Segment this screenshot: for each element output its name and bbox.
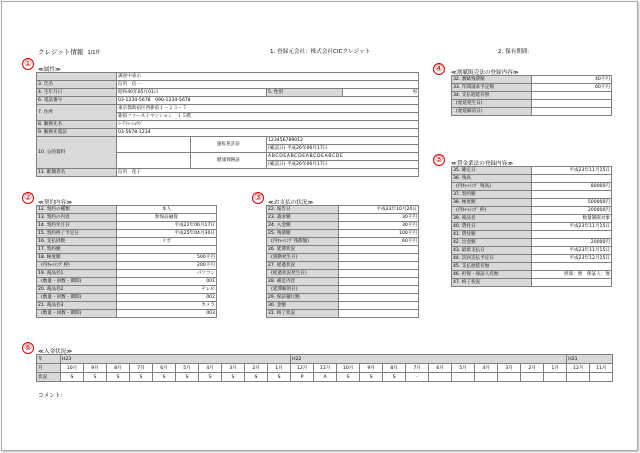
row-value: テレビ	[117, 286, 217, 294]
table-row	[267, 270, 419, 278]
holding-period: 2. 保有期間：	[498, 49, 534, 55]
table-row	[452, 167, 612, 175]
table-row	[37, 254, 217, 262]
row-label: 20. 商品名2	[37, 286, 117, 294]
row-label: 33. 年間請求予定額	[452, 84, 532, 92]
row-label: 45. 支払遅延有無	[452, 263, 532, 271]
license-label: 運転免許証	[191, 137, 267, 153]
row-label: 18. 極度額	[37, 254, 117, 262]
row-value	[339, 278, 419, 286]
table-row	[37, 222, 217, 230]
month-cell: 11月	[590, 364, 613, 373]
row-value: 平成23年11月15日	[532, 167, 612, 175]
status-cell	[429, 373, 452, 382]
name-value: 信用 信一	[117, 81, 419, 89]
table-row	[267, 230, 419, 238]
month-cell: 7月	[406, 364, 429, 373]
address-line-1: 東京都新宿区西新宿１－２３－７	[117, 105, 419, 113]
status-cell: S	[84, 373, 107, 382]
month-cell: 1月	[268, 364, 291, 373]
status-cell: S	[337, 373, 360, 382]
status-cell	[498, 373, 521, 382]
row-label: 24. 入金額	[267, 222, 339, 230]
row-label: 26. 延滞状況	[267, 246, 339, 254]
payment-section-title: ≪お支払の状況≫	[268, 200, 314, 206]
contract-section-title: ≪契約内容≫	[38, 200, 73, 206]
row-label: 34. 支払遅延有無	[452, 92, 532, 100]
status-cell	[475, 373, 498, 382]
row-value: 平成23年10月20日	[339, 206, 419, 214]
attributes-section-title: ≪属性≫	[38, 67, 61, 73]
row-value	[339, 294, 419, 302]
row-value: 500千円	[117, 254, 217, 262]
row-value	[532, 92, 612, 100]
table-row	[37, 278, 217, 286]
table-row	[267, 214, 419, 222]
row-value	[339, 286, 419, 294]
row-value: 平成22年06月17日	[117, 222, 217, 230]
report-title: クレジット情報 1/1件	[38, 48, 101, 56]
row-value: 60千円	[532, 84, 612, 92]
month-cell: 9月	[84, 364, 107, 373]
table-row	[37, 286, 217, 294]
table-row	[37, 302, 217, 310]
row-label: 31. 終了状況	[267, 310, 339, 318]
month-cell: 2月	[521, 364, 544, 373]
month-row-label: 月	[37, 364, 61, 373]
row-label: 40. 貸付日	[452, 223, 532, 231]
table-row	[267, 294, 419, 302]
month-cell: 5月	[176, 364, 199, 373]
installment-section-title: ≪割賦販売法の登録内容≫	[451, 70, 519, 76]
row-label: (数量・回数・期間)	[37, 294, 117, 302]
section-badge-4: ④	[434, 64, 444, 74]
row-value: 003	[117, 310, 217, 318]
table-row	[452, 223, 612, 231]
table-row	[267, 254, 419, 262]
row-label: 21. 商品名3	[37, 302, 117, 310]
month-cell: 2月	[245, 364, 268, 373]
row-label: (内ｷｬｯｼﾝｸﾞ 残高)	[452, 183, 532, 191]
status-cell: S	[176, 373, 199, 382]
row-label: 28. 補足内容	[267, 278, 339, 286]
row-label: (遅延解消日)	[452, 108, 532, 116]
row-label: 30. 金額	[267, 302, 339, 310]
row-value: 002	[117, 294, 217, 302]
phone-value: 03-1234-5678 090-1234-5678	[117, 97, 419, 105]
lending-table	[451, 166, 612, 287]
table-row	[452, 247, 612, 255]
row-value: カメラ	[117, 302, 217, 310]
row-value: 500000円	[532, 199, 612, 207]
month-cell: 8月	[383, 364, 406, 373]
row-label: 42. 出金額	[452, 239, 532, 247]
row-value	[339, 310, 419, 318]
table-row	[267, 278, 419, 286]
row-label: (延滞解消日)	[267, 286, 339, 294]
row-value: 100千円	[339, 230, 419, 238]
table-row	[452, 231, 612, 239]
insurance-date: (確認日) 平成26年06月17日	[267, 161, 419, 169]
year-row	[37, 355, 613, 364]
row-value: 30千円	[339, 214, 419, 222]
month-cell: 12月	[567, 364, 590, 373]
table-row	[37, 246, 217, 254]
section-badge-2: ②	[23, 193, 33, 203]
status-row-label: 状況	[37, 373, 61, 382]
address-line-2: 新宿ファーストマンション １５階	[117, 113, 419, 121]
row-label: 17. 契約額	[37, 246, 117, 254]
table-row	[452, 183, 612, 191]
table-row	[267, 246, 419, 254]
inquiry-flag: 調査中表示	[117, 73, 419, 81]
table-row	[452, 108, 612, 116]
payment-table	[266, 205, 419, 318]
row-value	[339, 262, 419, 270]
table-row	[452, 100, 612, 108]
employer-value: ｼｰｱｲｼｰｼｮｳｼﾞ	[117, 121, 419, 129]
row-value	[339, 270, 419, 278]
table-row	[37, 214, 217, 222]
row-label: 43. 最新支払日	[452, 247, 532, 255]
status-cell: S	[107, 373, 130, 382]
row-label: 14. 契約年月日	[37, 222, 117, 230]
month-cell: 6月	[153, 364, 176, 373]
row-value: 60千円	[339, 238, 419, 246]
row-label: 36. 残高	[452, 175, 532, 183]
comment-label: コメント：	[38, 393, 66, 399]
history-section-title: ≪入金状況≫	[38, 349, 73, 355]
row-value	[532, 263, 612, 271]
row-value: リボ	[117, 238, 217, 246]
table-row	[37, 294, 217, 302]
registrant-company: 1. 登録元会社：株式会社CICクレジット	[270, 49, 371, 55]
month-cell: 5月	[452, 364, 475, 373]
row-label: 37. 契約額	[452, 191, 532, 199]
row-value	[339, 302, 419, 310]
row-value: 200千円	[117, 262, 217, 270]
month-cell: 10月	[61, 364, 84, 373]
table-row	[452, 263, 612, 271]
row-label: 23. 請求額	[267, 214, 339, 222]
month-cell: 3月	[222, 364, 245, 373]
table-row	[37, 270, 217, 278]
table-row	[452, 207, 612, 215]
row-label: (数量・回数・期間)	[37, 310, 117, 318]
row-value: 平成25年04月30日	[117, 230, 217, 238]
row-label: (内ｷｬｯｼﾝｸﾞ 枠)	[452, 207, 532, 215]
table-row	[452, 76, 612, 84]
row-value	[532, 279, 612, 287]
status-cell: S	[268, 373, 291, 382]
employer-phone-value: 03-5678-1234	[117, 129, 419, 137]
month-cell: 1月	[544, 364, 567, 373]
page-count: 1/1件	[87, 50, 101, 56]
table-row	[452, 279, 612, 287]
row-label: 15. 契約終了予定日	[37, 230, 117, 238]
insurance-number: ABCDEABCDEABCDEABCDE	[267, 153, 419, 161]
table-row	[452, 239, 612, 247]
row-value	[532, 108, 612, 116]
row-value: 担保：無 保証人：無	[532, 271, 612, 279]
month-row	[37, 364, 613, 373]
row-label: 12. 契約の種類	[37, 206, 117, 214]
row-label: (異動発生日)	[267, 254, 339, 262]
insurance-label: 健康保険証	[191, 153, 267, 169]
row-label: (内ｷｬｯｼﾝｸﾞ枠)	[37, 262, 117, 270]
row-label: 27. 経過状況	[267, 262, 339, 270]
status-cell: S	[222, 373, 245, 382]
row-value: 無保証融資	[117, 214, 217, 222]
table-row	[452, 255, 612, 263]
table-row	[267, 302, 419, 310]
row-value: 20000円	[532, 239, 612, 247]
status-cell: P	[291, 373, 314, 382]
table-row	[267, 222, 419, 230]
month-cell: 4月	[475, 364, 498, 373]
row-label: (数量・回数・期間)	[37, 278, 117, 286]
row-value	[532, 100, 612, 108]
month-cell: 8月	[107, 364, 130, 373]
row-value	[339, 254, 419, 262]
row-label: 13. 契約の内容	[37, 214, 117, 222]
section-badge-6: ⑥	[23, 343, 33, 353]
status-cell: S	[61, 373, 84, 382]
attributes-table: 調査中表示 3. 氏名 信用 信一 4. 生年月日 昭和40年05月01日 5. 性別 男 6. 電話番号 03-1234-5678 090-1234-5678 7. 住所 東京都新宿区西新宿１－２３－７ 新宿ファーストマンション １５階 8. 勤務先名 ｼｰｱｲｼｰｼｮｳｼﾞ 9. 勤務先電話 03-5678-1234 10. 公的資料 運転免許証 123456789012 (確認日) 平成26年06月17日 健康保険証 ABCDEABCDEABCDEABCDE (確認日) 平成26年06月17日 11. 配偶者名 信用 花子	[38, 74, 418, 175]
row-value	[532, 175, 612, 183]
table-row	[267, 238, 419, 246]
table-row	[452, 271, 612, 279]
month-cell: 3月	[498, 364, 521, 373]
table-row	[267, 286, 419, 294]
status-cell	[590, 373, 613, 382]
status-cell: S	[383, 373, 406, 382]
contract-table	[36, 205, 217, 318]
table-row	[452, 92, 612, 100]
status-cell: -	[406, 373, 429, 382]
row-value: 40千円	[532, 76, 612, 84]
year-cell: H21	[567, 355, 613, 364]
table-row	[267, 206, 419, 214]
month-cell: 4月	[199, 364, 222, 373]
row-value: 30千円	[339, 222, 419, 230]
payment-history-table	[36, 354, 613, 382]
lending-section-title: ≪貸金業法の登録内容≫	[451, 161, 514, 167]
row-value: 001	[117, 278, 217, 286]
row-label: 44. 次回支払予定日	[452, 255, 532, 263]
credit-report-page	[1, 1, 638, 451]
row-label: 47. 終了状況	[452, 279, 532, 287]
status-cell	[521, 373, 544, 382]
table-row	[452, 175, 612, 183]
status-cell: S	[153, 373, 176, 382]
license-number: 123456789012	[267, 137, 419, 145]
spouse-value: 信用 花子	[117, 169, 419, 177]
table-row	[37, 262, 217, 270]
row-value	[117, 246, 217, 254]
year-row-label: 年	[37, 355, 61, 364]
installment-table	[451, 75, 612, 116]
license-date: (確認日) 平成26年06月17日	[267, 145, 419, 153]
row-value	[339, 246, 419, 254]
row-label: (遅延発生日)	[452, 100, 532, 108]
row-label: (内ｷｬｯｼﾝｸﾞ残債額)	[267, 238, 339, 246]
table-row	[452, 84, 612, 92]
row-label: 25. 残債額	[267, 230, 339, 238]
row-value: 本人	[117, 206, 217, 214]
row-value: 平成23年12月15日	[532, 255, 612, 263]
table-row	[37, 238, 217, 246]
row-label: 32. 割賦残債額	[452, 76, 532, 84]
row-label: 38. 極度額	[452, 199, 532, 207]
row-label: 22. 報告日	[267, 206, 339, 214]
table-row	[267, 310, 419, 318]
section-badge-3: ③	[253, 193, 263, 203]
row-label: 39. 商品名	[452, 215, 532, 223]
row-label: 41. 貸付額	[452, 231, 532, 239]
row-value: 平成23年11月15日	[532, 247, 612, 255]
gender-value: 男	[343, 89, 419, 97]
month-cell: 12月	[291, 364, 314, 373]
row-label: 35. 確定日	[452, 167, 532, 175]
status-cell: A	[314, 373, 337, 382]
table-row	[267, 262, 419, 270]
table-row	[37, 230, 217, 238]
year-cell: H23	[61, 355, 291, 364]
status-cell: S	[245, 373, 268, 382]
row-value: パソコン	[117, 270, 217, 278]
row-value	[532, 191, 612, 199]
month-cell: 9月	[360, 364, 383, 373]
status-cell	[452, 373, 475, 382]
row-label: 29. 保証履行額	[267, 294, 339, 302]
section-badge-1: ①	[23, 59, 33, 69]
row-label: 19. 商品名1	[37, 270, 117, 278]
row-label: 46. 担保・保証人有無	[452, 271, 532, 279]
row-label: (経過状況発生日)	[267, 270, 339, 278]
row-value: 200000円	[532, 207, 612, 215]
month-cell: 11月	[314, 364, 337, 373]
status-cell: S	[199, 373, 222, 382]
table-row	[37, 310, 217, 318]
table-row	[452, 199, 612, 207]
status-cell	[544, 373, 567, 382]
status-row	[37, 373, 613, 382]
status-cell: S	[360, 373, 383, 382]
status-cell	[567, 373, 590, 382]
section-badge-5: ⑤	[434, 155, 444, 165]
dob-value: 昭和40年05月01日	[117, 89, 267, 97]
row-value	[532, 231, 612, 239]
table-row	[37, 206, 217, 214]
year-cell: H22	[291, 355, 567, 364]
month-cell: 7月	[130, 364, 153, 373]
row-label: 16. 支払回数	[37, 238, 117, 246]
month-cell: 6月	[429, 364, 452, 373]
row-value: 平成23年11月15日	[532, 223, 612, 231]
table-row	[452, 215, 612, 223]
row-value: 80000円	[532, 183, 612, 191]
row-value: 数量制限対象	[532, 215, 612, 223]
month-cell: 10月	[337, 364, 360, 373]
status-cell: S	[130, 373, 153, 382]
table-row	[452, 191, 612, 199]
